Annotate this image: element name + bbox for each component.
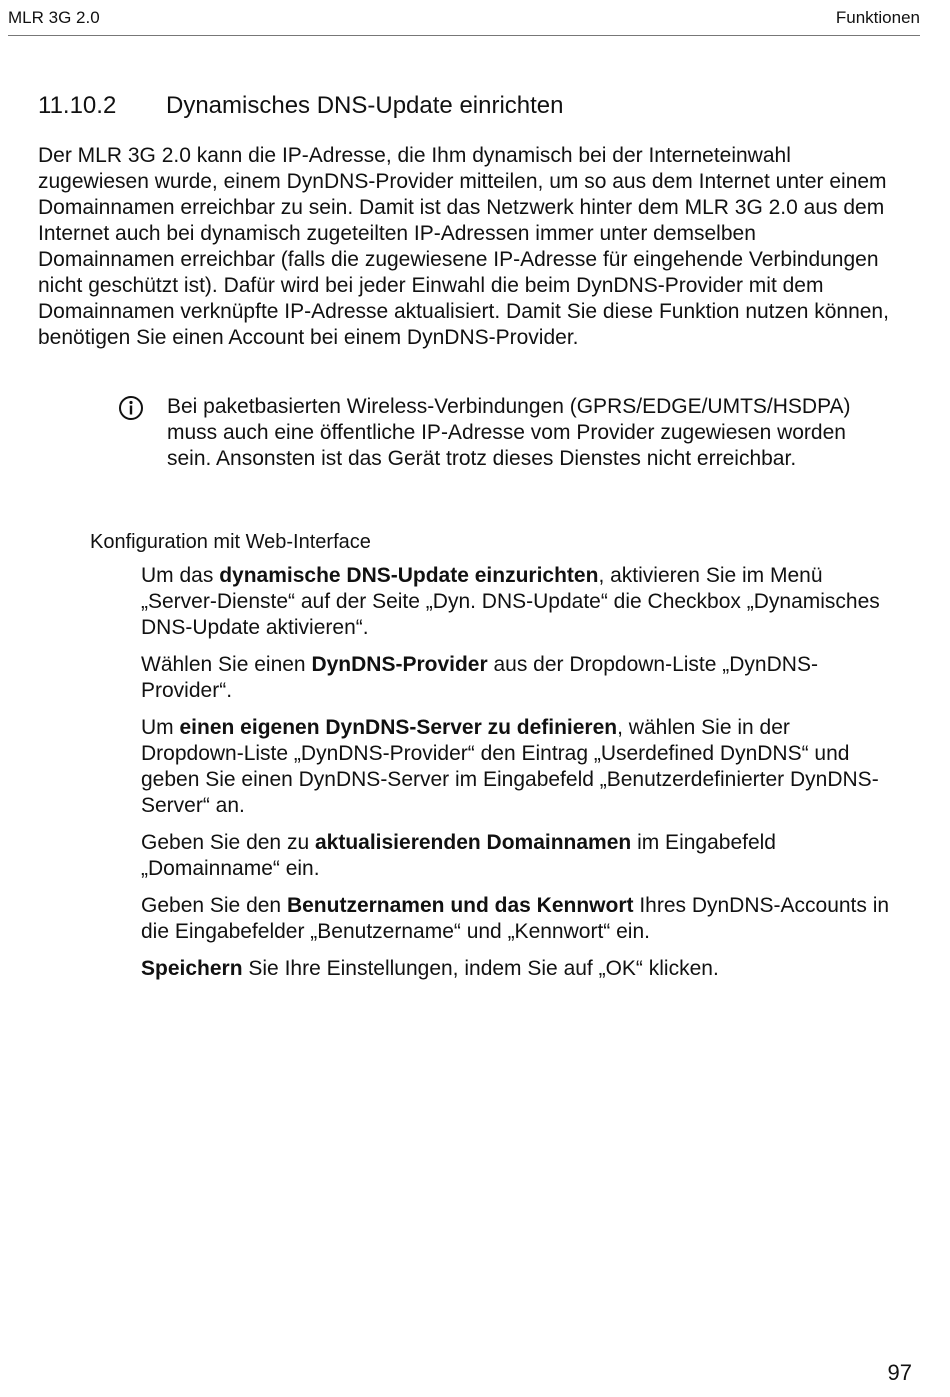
page-number: 97 bbox=[887, 1360, 912, 1385]
step-emphasis: dynamische DNS-Update einzurichten bbox=[219, 564, 599, 587]
step-paragraph bbox=[141, 652, 891, 704]
step-text: , aktivieren Sie im Menü „Server-Dienste“ auf der Seite „Dyn. DNS-Update“ die Checkbox „Dynamisches DNS-Update aktivieren“. bbox=[141, 564, 880, 639]
step-text: , wählen Sie in der Dropdown-Liste „DynDNS-Provider“ den Eintrag „Userdefined DynDNS“ und geben Sie einen DynDNS-Server im Eingabefeld „Benutzerdefinierter DynDNS-Server“ an. bbox=[141, 716, 879, 817]
step-paragraph bbox=[141, 715, 891, 819]
step-emphasis: aktualisierenden Domainnamen bbox=[314, 831, 632, 854]
section-number: 11.10.2 bbox=[38, 92, 117, 119]
step-text: aus der Dropdown-Liste „DynDNS-Provider“. bbox=[141, 653, 818, 702]
step-emphasis: Speichern bbox=[141, 957, 243, 980]
step-text: Geben Sie den zu bbox=[141, 831, 315, 854]
step-text: Um bbox=[141, 716, 180, 739]
config-steps bbox=[141, 563, 891, 993]
header-product: MLR 3G 2.0 bbox=[8, 8, 100, 27]
step-emphasis: einen eigenen DynDNS-Server zu definieren bbox=[179, 716, 618, 739]
step-emphasis: DynDNS-Provider bbox=[311, 653, 488, 676]
note-text: Bei paketbasierten Wireless-Verbindungen (GPRS/EDGE/UMTS/HSDPA) muss auch eine öffentliche IP-Adresse vom Provider zugewiesen worden sein. Ansonsten ist das Gerät trotz dieses Dienstes nicht erreichbar. bbox=[167, 395, 851, 470]
page-header bbox=[8, 0, 920, 36]
step-emphasis: Benutzernamen und das Kennwort bbox=[286, 894, 634, 917]
section-title-text: Dynamisches DNS-Update einrichten bbox=[166, 92, 564, 119]
step-paragraph bbox=[141, 956, 891, 982]
step-paragraph bbox=[141, 830, 891, 882]
intro-paragraph: Der MLR 3G 2.0 kann die IP-Adresse, die Ihm dynamisch bei der Interneteinwahl zugewiesen wurde, einem DynDNS-Provider mitteilen, um so aus dem Internet unter einem Domainnamen erreichbar zu sein. Damit ist das Netzwerk hinter dem MLR 3G 2.0 aus dem Internet auch bei dynamisch zugeteilten IP-Adressen immer unter demselben Domainnamen erreichbar (falls die zugewiesene IP-Adresse für eingehende Verbindungen nicht geschützt ist). Dafür wird bei jeder Einwahl die beim DynDNS-Provider mit dem Domainnamen verknüpfte IP-Adresse aktualisiert. Damit Sie diese Funktion nutzen können, benötigen Sie einen Account bei einem DynDNS-Provider. bbox=[38, 144, 889, 349]
step-paragraph bbox=[141, 563, 891, 641]
step-paragraph bbox=[141, 893, 891, 945]
step-text: Wählen Sie einen bbox=[141, 653, 312, 676]
step-text: Sie Ihre Einstellungen, indem Sie auf „OK“ klicken. bbox=[242, 957, 719, 980]
info-icon bbox=[118, 395, 144, 421]
section-title bbox=[38, 92, 564, 120]
step-text: Ihres DynDNS-Accounts in die Eingabefelder „Benutzername“ und „Kennwort“ ein. bbox=[141, 894, 890, 943]
config-heading: Konfiguration mit Web-Interface bbox=[90, 531, 371, 553]
step-text: im Eingabefeld „Domainname“ ein. bbox=[141, 831, 776, 880]
step-text: Geben Sie den bbox=[141, 894, 287, 917]
header-chapter: Funktionen bbox=[835, 8, 920, 27]
step-text: Um das bbox=[141, 564, 220, 587]
